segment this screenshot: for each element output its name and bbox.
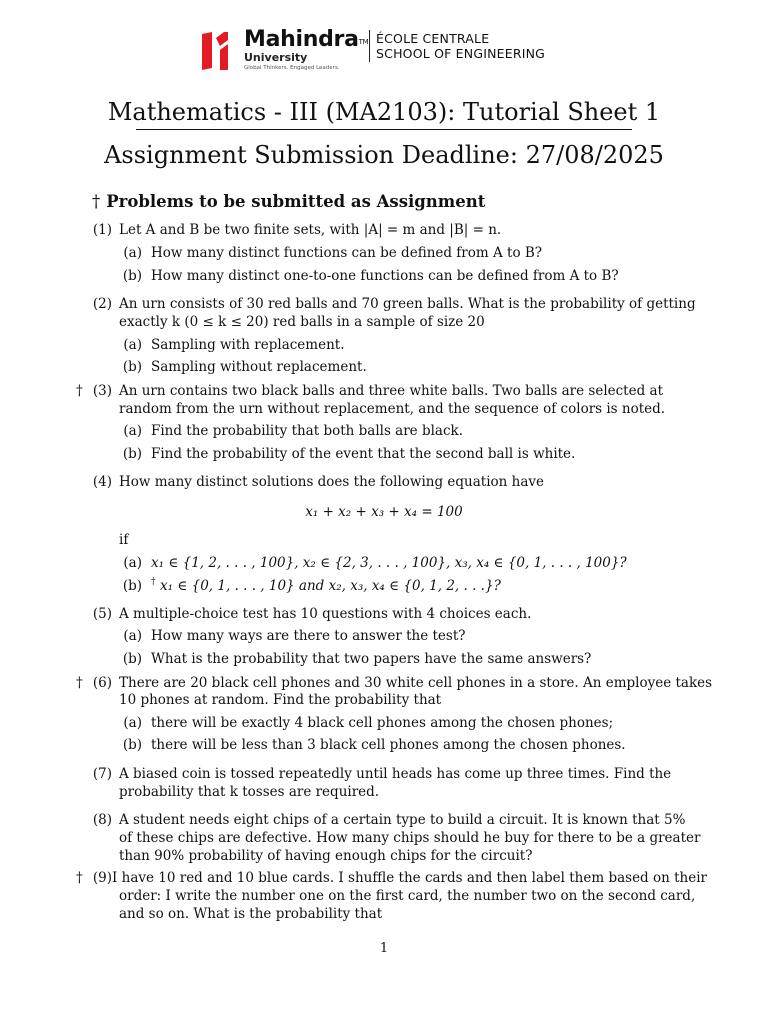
ecole-line-1: ÉCOLE CENTRALE (376, 31, 490, 46)
problem-text: A multiple-choice test has 10 questions with 4 choices each. (119, 606, 532, 622)
problem-text: Let A and B be two finite sets, with |A| = m and |B| = n. (119, 222, 502, 238)
problem-text: I have 10 red and 10 blue cards. I shuffle the cards and then label them based on their (112, 870, 707, 886)
part-text: Find the probability of the event that the second ball is white. (151, 446, 576, 462)
university-logo (198, 28, 368, 76)
problem-text: There are 20 black cell phones and 30 white cell phones in a store. An employee takes (119, 675, 713, 691)
problem-number: (5) (92, 606, 112, 622)
assignment-marker: † (76, 870, 83, 886)
problem-text: 10 phones at random. Find the probability that (119, 692, 442, 708)
part-text: What is the probability that two papers have the same answers? (151, 651, 592, 667)
section-heading (92, 191, 485, 213)
problem-number: (3) (92, 383, 112, 399)
problem-text: if (119, 532, 129, 548)
problem-text: and so on. What is the probability that (119, 906, 383, 922)
logo-divider (369, 30, 370, 62)
problem-number: (7) (92, 766, 112, 782)
part-text: Sampling without replacement. (151, 359, 367, 375)
part-label: (a) (123, 715, 142, 731)
part-label: (a) (123, 628, 142, 644)
mahindra-logo-icon (198, 28, 238, 72)
part-label: (a) (123, 555, 142, 571)
equation: x₁ + x₂ + x₃ + x₄ = 100 (305, 504, 463, 520)
page-number: 1 (379, 941, 389, 956)
brand-trademark: TM (358, 38, 369, 46)
part-text: How many ways are there to answer the test? (151, 628, 466, 644)
problem-number: (1) (92, 222, 112, 238)
part-text: there will be less than 3 black cell phones among the chosen phones. (151, 737, 626, 753)
part-text: x₁ ∈ {1, 2, . . . , 100}, x₂ ∈ {2, 3, . . . , 100}, x₃, x₄ ∈ {0, 1, . . . , 100}? (151, 555, 627, 571)
problem-text: A biased coin is tossed repeatedly until heads has come up three times. Find the (119, 766, 672, 782)
problem-number: (9) (92, 870, 112, 886)
title-rule (136, 129, 632, 130)
problem-text: order: I write the number one on the first card, the number two on the second card, (119, 888, 696, 904)
part-text: Sampling with replacement. (151, 337, 345, 353)
problem-number: (2) (92, 296, 112, 312)
part-label: (a) (123, 337, 142, 353)
part-label: (b) (122, 446, 142, 462)
problem-text: than 90% probability of having enough chips for the circuit? (119, 848, 533, 864)
page-title: Mathematics - III (MA2103): Tutorial Sheet 1 (107, 98, 661, 126)
part-text: Find the probability that both balls are black. (151, 423, 463, 439)
part-text: there will be exactly 4 black cell phones among the chosen phones; (151, 715, 614, 731)
problem-text: How many distinct solutions does the following equation have (119, 474, 545, 490)
part-text: x₁ ∈ {0, 1, . . . , 10} and x₂, x₃, x₄ ∈ {0, 1, 2, . . .}? (160, 578, 501, 594)
ecole-line-2: SCHOOL OF ENGINEERING (376, 46, 546, 61)
problem-number: (6) (92, 675, 112, 691)
part-label: (b) (122, 359, 142, 375)
section-heading-text: Problems to be submitted as Assignment (106, 192, 486, 211)
assignment-marker: † (151, 577, 156, 587)
problem-text: exactly k (0 ≤ k ≤ 20) red balls in a sample of size 20 (119, 314, 485, 330)
problem-text: A student needs eight chips of a certain type to build a circuit. It is known that 5% (119, 812, 686, 828)
part-label: (a) (123, 423, 142, 439)
assignment-marker: † (76, 675, 83, 691)
problem-text: of these chips are defective. How many chips should he buy for there to be a greater (119, 830, 701, 846)
ecole-centrale-label (376, 31, 545, 61)
part-label: (b) (122, 737, 142, 753)
tagline: Global Thinkers. Engaged Leaders. (244, 65, 340, 71)
university-label: University (244, 51, 308, 64)
deadline-subtitle: Assignment Submission Deadline: 27/08/2025 (104, 141, 664, 169)
problem-text: An urn contains two black balls and three white balls. Two balls are selected at (119, 383, 664, 399)
assignment-marker: † (76, 383, 83, 399)
part-text: How many distinct one-to-one functions can be defined from A to B? (151, 268, 619, 284)
part-label: (b) (122, 578, 142, 594)
brand-name: Mahindra (244, 27, 359, 52)
problem-text: An urn consists of 30 red balls and 70 green balls. What is the probability of getting (119, 296, 696, 312)
part-label: (a) (123, 245, 142, 261)
part-text: How many distinct functions can be defined from A to B? (151, 245, 543, 261)
problem-number: (8) (92, 812, 112, 828)
part-label: (b) (122, 268, 142, 284)
part-label: (b) (122, 651, 142, 667)
problem-text: probability that k tosses are required. (119, 784, 380, 800)
problem-number: (4) (92, 474, 112, 490)
problem-text: random from the urn without replacement, and the sequence of colors is noted. (119, 401, 666, 417)
assignment-marker: † (92, 192, 101, 211)
